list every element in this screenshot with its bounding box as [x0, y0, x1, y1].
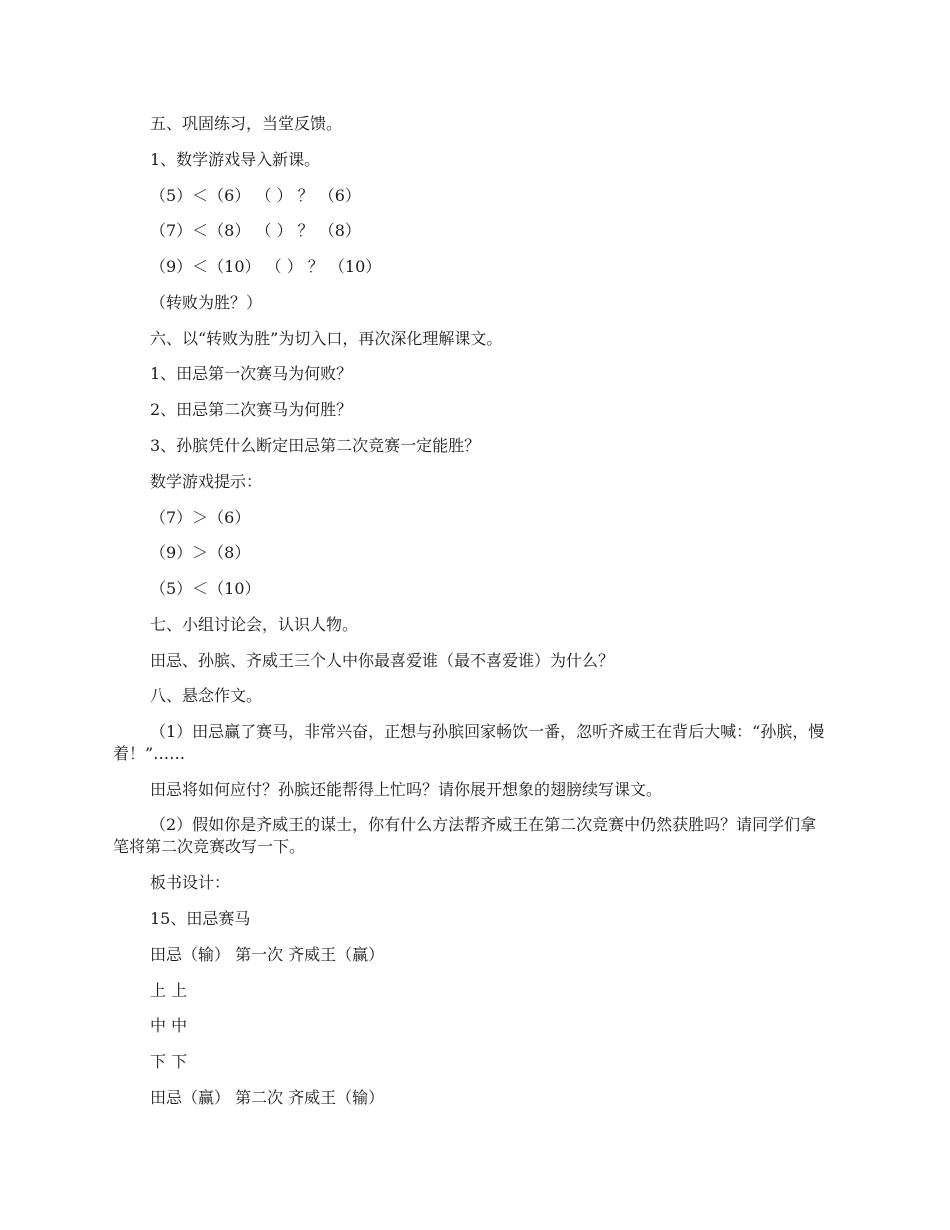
- section-heading-5: 五、巩固练习，当堂反馈。: [150, 114, 343, 133]
- paragraph: 板书设计：: [150, 873, 231, 892]
- question-line: 3、孙膑凭什么断定田忌第二次竞赛一定能胜？: [150, 436, 481, 455]
- paragraph: （转败为胜？）: [150, 293, 263, 312]
- board-line: 田忌（赢） 第二次 齐威王（输）: [150, 1088, 385, 1107]
- board-line: 上 上: [150, 981, 188, 1000]
- paragraph: （2）假如你是齐威王的谋士，你有什么方法帮齐威王在第二次竞赛中仍然获胜吗？请同学们拿笔将第二次竞赛改写一下。: [113, 815, 817, 856]
- paragraph: 1、数学游戏导入新课。: [150, 150, 321, 169]
- math-line: （9）＞（8）: [150, 543, 251, 562]
- math-line: （5）＜（6） （ ） ？ （6）: [150, 186, 361, 205]
- paragraph: 数学游戏提示：: [150, 472, 263, 491]
- question-line: 2、田忌第二次赛马为何胜？: [150, 400, 353, 419]
- math-line: （7）＞（6）: [150, 508, 251, 527]
- math-line: （7）＜（8） （ ） ？ （8）: [150, 221, 361, 240]
- section-heading-7: 七、小组讨论会，认识人物。: [150, 615, 359, 634]
- board-line: 中 中: [150, 1016, 188, 1035]
- board-line: 田忌（输） 第一次 齐威王（赢）: [150, 945, 385, 964]
- paragraph: 田忌将如何应付？孙膑还能帮得上忙吗？请你展开想象的翅膀续写课文。: [150, 780, 663, 799]
- board-title: 15、田忌赛马: [150, 909, 251, 928]
- question-line: 1、田忌第一次赛马为何败？: [150, 364, 353, 383]
- paragraph: 田忌、孙膑、齐威王三个人中你最喜爱谁（最不喜爱谁）为什么？: [150, 651, 615, 670]
- section-heading-6: 六、以“转败为胜”为切入口，再次深化理解课文。: [150, 329, 503, 348]
- math-line: （9）＜（10） （ ） ？ （10）: [150, 257, 382, 276]
- paragraph: （1）田忌赢了赛马，非常兴奋，正想与孙膑回家畅饮一番，忽听齐威王在背后大喊：“孙膑，慢着！”……: [113, 722, 825, 763]
- math-line: （5）＜（10）: [150, 579, 261, 598]
- board-line: 下 下: [150, 1052, 188, 1071]
- section-heading-8: 八、悬念作文。: [150, 686, 263, 705]
